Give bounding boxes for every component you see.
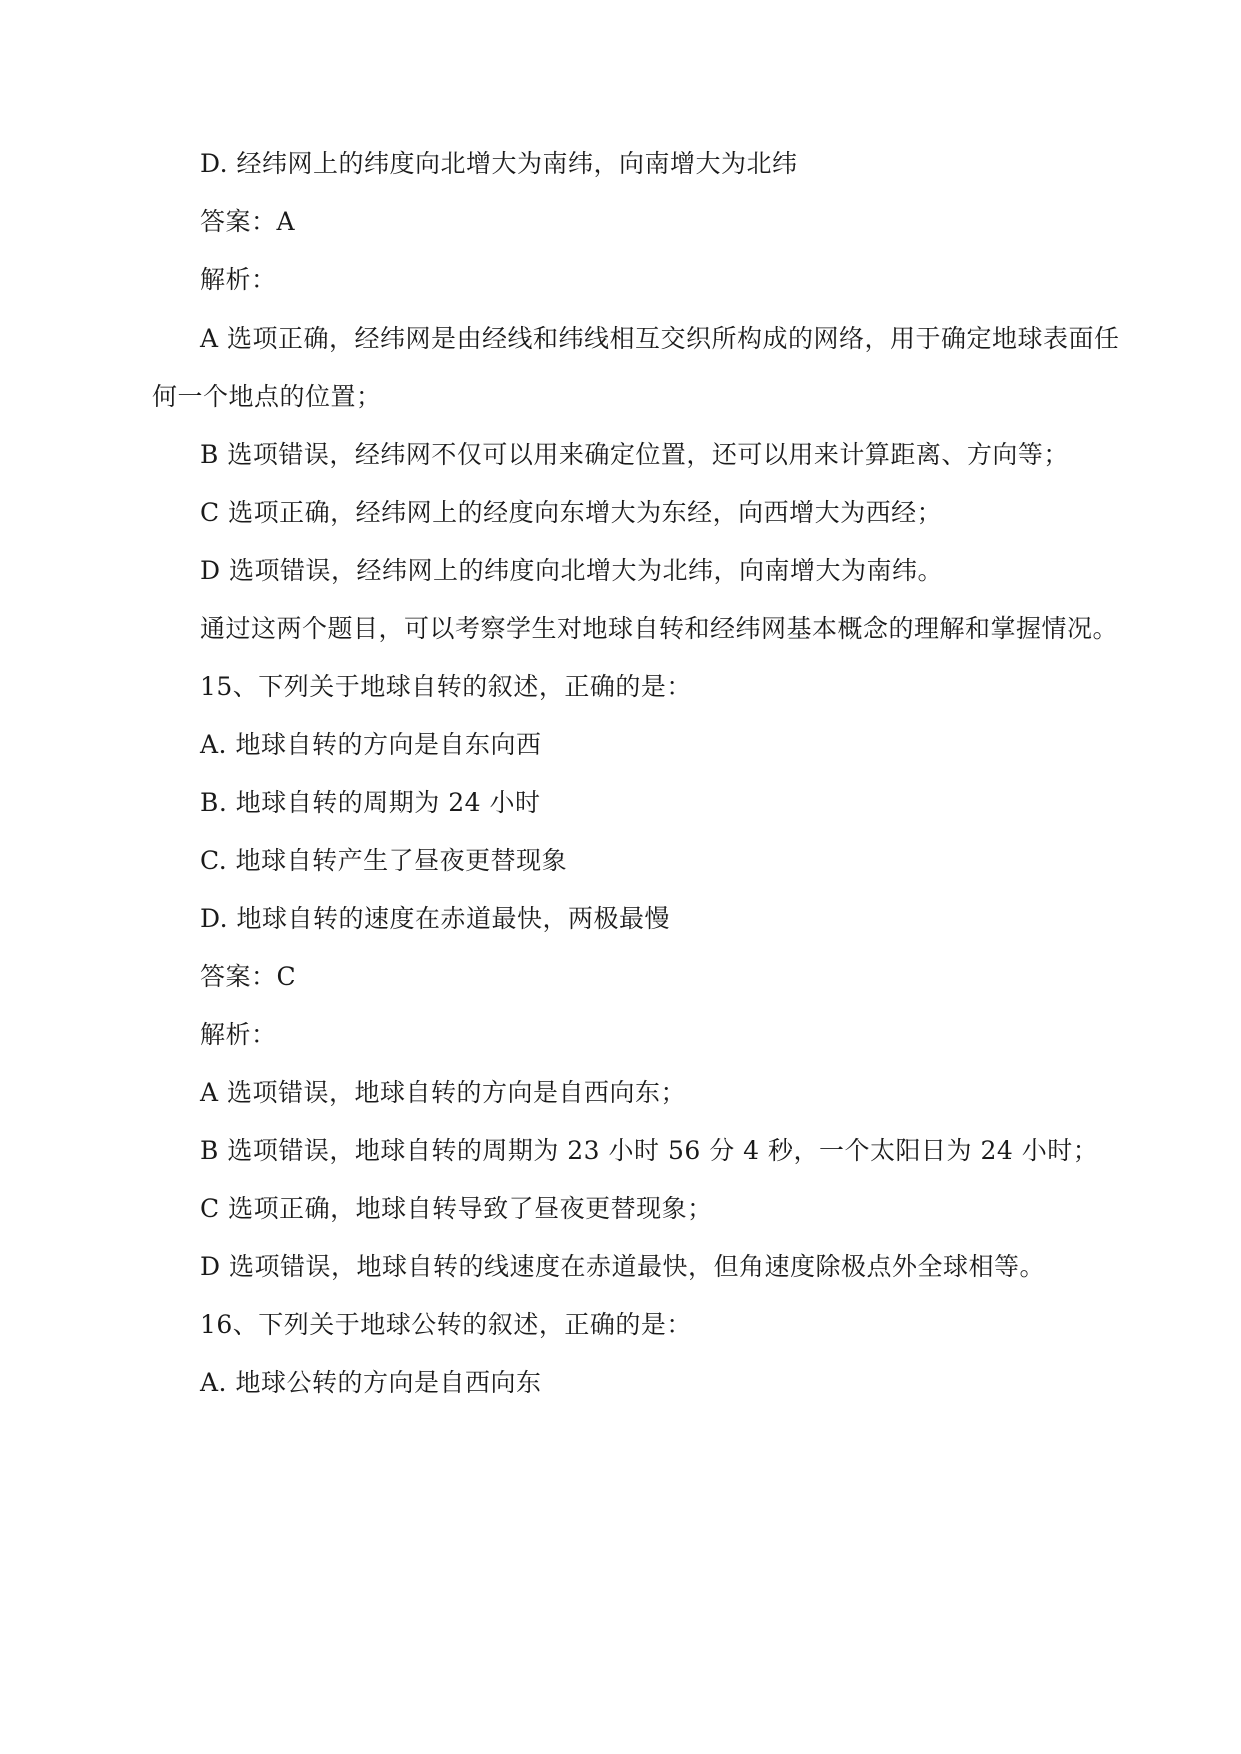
analysis-paragraph-continued: 何一个地点的位置；	[152, 382, 382, 411]
analysis-paragraph: D 选项错误，经纬网上的纬度向北增大为北纬，向南增大为南纬。	[200, 556, 943, 585]
question-15-stem: 15、下列关于地球自转的叙述，正确的是：	[200, 672, 692, 701]
question-16-stem: 16、下列关于地球公转的叙述，正确的是：	[200, 1310, 692, 1339]
analysis-heading: 解析：	[200, 1020, 277, 1049]
analysis-heading: 解析：	[200, 265, 277, 294]
question-15-option-d: D. 地球自转的速度在赤道最快，两极最慢	[200, 904, 671, 933]
question-15-option-b: B. 地球自转的周期为 24 小时	[200, 788, 541, 817]
answer-line: 答案：A	[200, 207, 296, 236]
question-15-option-a: A. 地球自转的方向是自东向西	[200, 730, 542, 759]
analysis-paragraph: C 选项正确，地球自转导致了昼夜更替现象；	[200, 1194, 713, 1223]
answer-line: 答案：C	[200, 962, 297, 991]
analysis-paragraph: C 选项正确，经纬网上的经度向东增大为东经，向西增大为西经；	[200, 498, 943, 527]
analysis-paragraph: A 选项错误，地球自转的方向是自西向东；	[200, 1078, 687, 1107]
option-d-previous-question: D. 经纬网上的纬度向北增大为南纬，向南增大为北纬	[200, 149, 798, 178]
question-16-option-a: A. 地球公转的方向是自西向东	[200, 1368, 542, 1397]
analysis-paragraph: D 选项错误，地球自转的线速度在赤道最快，但角速度除极点外全球相等。	[200, 1252, 1045, 1281]
analysis-paragraph: B 选项错误，经纬网不仅可以用来确定位置，还可以用来计算距离、方向等；	[200, 440, 1069, 469]
analysis-paragraph: A 选项正确，经纬网是由经线和纬线相互交织所构成的网络，用于确定地球表面任	[200, 324, 1120, 353]
question-15-option-c: C. 地球自转产生了昼夜更替现象	[200, 846, 568, 875]
summary-paragraph: 通过这两个题目，可以考察学生对地球自转和经纬网基本概念的理解和掌握情况。	[200, 614, 1119, 643]
analysis-paragraph: B 选项错误，地球自转的周期为 23 小时 56 分 4 秒，一个太阳日为 24 小时；	[200, 1136, 1099, 1165]
